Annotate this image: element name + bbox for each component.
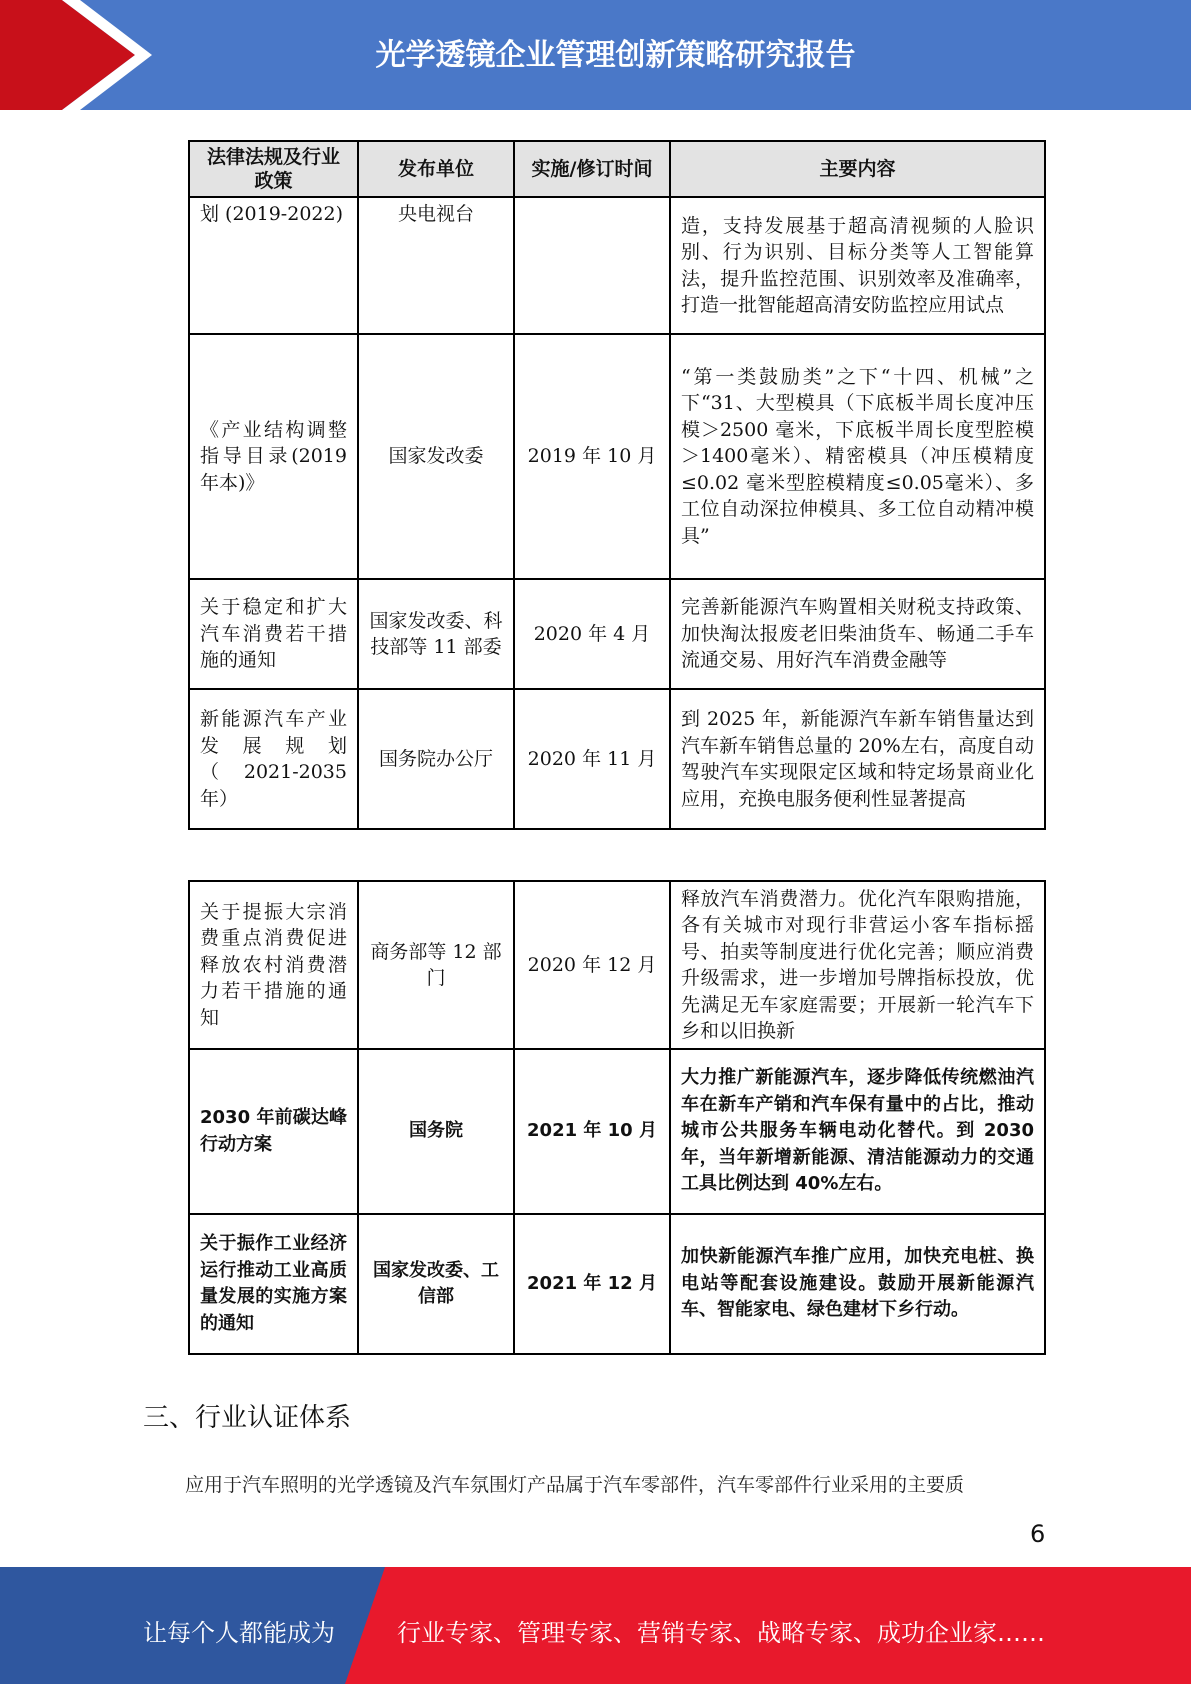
cell-date: 2020 年 11 月 bbox=[514, 689, 670, 829]
cell-unit: 国家发改委、科技部等 11 部委 bbox=[358, 579, 514, 689]
cell-policy: 新能源汽车产业发展规划（2021-2035年） bbox=[189, 689, 358, 829]
cell-content: 造，支持发展基于超高清视频的人脸识别、行为识别、目标分类等人工智能算法，提升监控范围、识别效率及准确率，打造一批智能超高清安防监控应用试点 bbox=[670, 197, 1045, 334]
cell-unit: 国务院办公厅 bbox=[358, 689, 514, 829]
body-paragraph: 应用于汽车照明的光学透镜及汽车氛围灯产品属于汽车零部件，汽车零部件行业采用的主要质 bbox=[185, 1474, 965, 1496]
cell-date: 2020 年 4 月 bbox=[514, 579, 670, 689]
cell-date: 2019 年 10 月 bbox=[514, 334, 670, 579]
col-header-content: 主要内容 bbox=[670, 141, 1045, 197]
cell-unit: 国务院 bbox=[358, 1049, 514, 1214]
cell-policy: 《产业结构调整指导目录(2019年本)》 bbox=[189, 334, 358, 579]
cell-content: 释放汽车消费潜力。优化汽车限购措施，各有关城市对现行非营运小客车指标摇号、拍卖等制度进行优化完善；顺应消费升级需求，进一步增加号牌指标投放，优先满足无车家庭需要；开展新一轮汽车下乡和以旧换新 bbox=[670, 881, 1045, 1049]
table-row bbox=[189, 881, 1045, 1049]
cell-policy: 2030 年前碳达峰行动方案 bbox=[189, 1049, 358, 1214]
cell-unit: 商务部等 12 部门 bbox=[358, 881, 514, 1049]
policy-table-part1 bbox=[188, 140, 1046, 830]
page-number: 6 bbox=[1030, 1520, 1046, 1548]
cell-content: 大力推广新能源汽车，逐步降低传统燃油汽车在新车产销和汽车保有量中的占比，推动城市公共服务车辆电动化替代。到 2030 年，当年新增新能源、清洁能源动力的交通工具比例达到 40%左右。 bbox=[670, 1049, 1045, 1214]
cell-content: 完善新能源汽车购置相关财税支持政策、加快淘汰报废老旧柴油货车、畅通二手车流通交易、用好汽车消费金融等 bbox=[670, 579, 1045, 689]
col-header-policy: 法律法规及行业政策 bbox=[189, 141, 358, 197]
cell-policy: 关于稳定和扩大汽车消费若干措施的通知 bbox=[189, 579, 358, 689]
table-row bbox=[189, 689, 1045, 829]
cell-date bbox=[514, 197, 670, 334]
table-row bbox=[189, 334, 1045, 579]
cell-policy: 关于提振大宗消费重点消费促进释放农村消费潜力若干措施的通知 bbox=[189, 881, 358, 1049]
policy-table-part2 bbox=[188, 880, 1046, 1355]
page-header-title: 光学透镜企业管理创新策略研究报告 bbox=[375, 38, 856, 73]
page-footer bbox=[0, 1567, 1191, 1684]
cell-content: 加快新能源汽车推广应用，加快充电桩、换电站等配套设施建设。鼓励开展新能源汽车、智能家电、绿色建材下乡行动。 bbox=[670, 1214, 1045, 1354]
page-header bbox=[0, 0, 1191, 110]
cell-unit: 央电视台 bbox=[358, 197, 514, 334]
col-header-date: 实施/修订时间 bbox=[514, 141, 670, 197]
col-header-unit: 发布单位 bbox=[358, 141, 514, 197]
cell-date: 2021 年 10 月 bbox=[514, 1049, 670, 1214]
table-row bbox=[189, 1049, 1045, 1214]
footer-slogan-left: 让每个人都能成为 bbox=[143, 1619, 335, 1647]
table-row bbox=[189, 1214, 1045, 1354]
cell-content: 到 2025 年，新能源汽车新车销售量达到汽车新车销售总量的 20%左右，高度自动驾驶汽车实现限定区域和特定场景商业化应用，充换电服务便利性显著提高 bbox=[670, 689, 1045, 829]
cell-unit: 国家发改委、工信部 bbox=[358, 1214, 514, 1354]
table-row bbox=[189, 579, 1045, 689]
cell-content: “第一类鼓励类”之下“十四、机械”之下“31、大型模具（下底板半周长度冲压模＞2500 毫米，下底板半周长度型腔模＞1400毫米）、精密模具（冲压模精度≤0.02 毫米型腔模精度≤0.05毫米）、多工位自动深拉伸模具、多工位自动精冲模具” bbox=[670, 334, 1045, 579]
cell-date: 2020 年 12 月 bbox=[514, 881, 670, 1049]
cell-unit: 国家发改委 bbox=[358, 334, 514, 579]
cell-policy: 关于振作工业经济运行推动工业高质量发展的实施方案的通知 bbox=[189, 1214, 358, 1354]
table-header-row bbox=[189, 141, 1045, 197]
cell-date: 2021 年 12 月 bbox=[514, 1214, 670, 1354]
cell-policy: 划 (2019-2022) bbox=[189, 197, 358, 334]
section-heading: 三、行业认证体系 bbox=[143, 1403, 352, 1433]
table-row bbox=[189, 197, 1045, 334]
footer-slogan-right: 行业专家、管理专家、营销专家、战略专家、成功企业家…… bbox=[397, 1619, 1045, 1647]
